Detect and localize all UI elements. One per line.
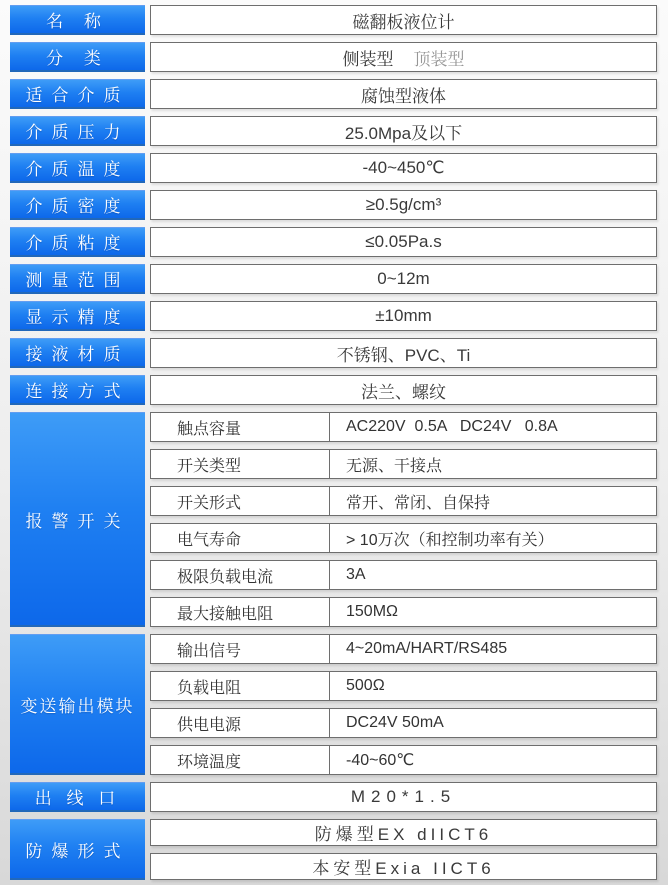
subrow-label [151,635,330,663]
subrow-intrinsically-safe-type [150,853,657,880]
value-name [150,5,657,35]
subrow-value-text: -40~60℃ [346,752,415,769]
transmitter-module-group [10,634,657,775]
value-medium-pressure [150,116,657,146]
row-medium-viscosity [10,227,657,257]
subrow-label [151,524,330,552]
value-medium-density [150,190,657,220]
transmitter-module-label [10,634,145,775]
subrow-power-supply [150,708,657,738]
subrow-value-text: AC220V 0.5A DC24V 0.8A [346,418,558,435]
subrow-switch-form [150,486,657,516]
row-display-accuracy [10,301,657,331]
label-wetted-material [10,338,145,368]
label-medium-pressure [10,116,145,146]
label-text: 防爆形式 [25,841,130,861]
subrow-output-signal [150,634,657,664]
value-display-accuracy [150,301,657,331]
explosion-proof-group [10,819,657,880]
subrow-electrical-life [150,523,657,553]
value-category [150,42,657,72]
value-cable-entry [150,782,657,812]
subrow-value-text: 150MΩ [346,603,398,620]
label-text: 测量范围 [25,271,130,290]
subrow-value-text: > 10万次（和控制功率有关） [346,531,554,549]
label-text: 连接方式 [25,382,130,401]
row-medium-pressure [10,116,657,146]
value-suitable-medium [150,79,657,109]
subrow-label [151,487,330,515]
subrow-value [330,487,656,515]
subrow-value-text: 常开、常闭、自保持 [346,494,491,512]
subrow-value-text: 防爆型EX dIICT6 [314,825,493,844]
subrow-label [151,450,330,478]
subrow-label-text: 触点容量 [177,420,242,438]
alarm-switch-rows [150,412,657,627]
label-medium-viscosity [10,227,145,257]
label-text: 接液材质 [25,345,130,364]
label-text: 介质密度 [25,197,130,216]
row-name [10,5,657,35]
value-connection-type [150,375,657,405]
subrow-value [330,561,656,589]
subrow-contact-capacity [150,412,657,442]
label-medium-temperature [10,153,145,183]
row-suitable-medium [10,79,657,109]
value-medium-viscosity [150,227,657,257]
subrow-value [330,413,656,441]
label-connection-type [10,375,145,405]
explosion-proof-rows [150,819,657,880]
subrow-limit-load-current [150,560,657,590]
value-measuring-range [150,264,657,294]
value-text: ≥0.5g/cm³ [365,195,442,214]
subrow-value [330,672,656,700]
label-cable-entry [10,782,145,812]
subrow-label [151,413,330,441]
label-suitable-medium [10,79,145,109]
subrow-value-text: DC24V 50mA [346,714,444,731]
value-text: 腐蚀型液体 [361,86,446,106]
row-wetted-material [10,338,657,368]
label-text: 出 线 口 [34,789,121,808]
subrow-label-text: 最大接触电阻 [177,605,274,623]
subrow-load-resistance [150,671,657,701]
label-text: 介质压力 [25,123,130,142]
subrow-value-text: 本安型Exia IICT6 [312,859,495,878]
subrow-ambient-temperature [150,745,657,775]
label-text: 名 称 [46,12,109,31]
label-display-accuracy [10,301,145,331]
value-text: ±10mm [375,306,432,325]
category-option-top: 顶装型 [413,49,465,69]
subrow-label-text: 负载电阻 [177,679,242,697]
label-category [10,42,145,72]
row-connection-type [10,375,657,405]
value-text: 25.0Mpa及以下 [344,123,463,143]
value-text: ≤0.05Pa.s [365,232,442,251]
label-text: 变送输出模块 [20,696,135,716]
label-text: 介质粘度 [25,234,130,253]
subrow-value-text: 4~20mA/HART/RS485 [346,640,508,657]
row-medium-temperature [10,153,657,183]
subrow-value [330,746,656,774]
label-text: 介质温度 [25,160,130,179]
value-text: -40~450℃ [362,158,445,177]
label-text: 显示精度 [25,308,130,327]
value-text: 法兰、螺纹 [361,382,446,402]
subrow-switch-type [150,449,657,479]
value-text: 磁翻板液位计 [352,12,455,32]
subrow-label [151,746,330,774]
subrow-value-text: 无源、干接点 [346,457,443,475]
subrow-label [151,709,330,737]
label-text: 适合介质 [25,86,130,105]
subrow-label-text: 输出信号 [177,642,242,660]
subrow-label-text: 电气寿命 [177,531,242,549]
label-measuring-range [10,264,145,294]
transmitter-module-rows [150,634,657,775]
label-name [10,5,145,35]
subrow-max-contact-resistance [150,597,657,627]
subrow-value-text: 3A [346,566,366,583]
subrow-flameproof-type [150,819,657,846]
label-text: 报警开关 [25,511,130,531]
row-cable-entry [10,782,657,812]
subrow-label [151,598,330,626]
alarm-switch-label [10,412,145,627]
value-text: 不锈钢、PVC、Ti [336,345,471,365]
subrow-value [330,524,656,552]
subrow-label [151,672,330,700]
subrow-value [330,635,656,663]
subrow-value [330,450,656,478]
subrow-label-text: 极限负载电流 [177,568,274,586]
row-category [10,42,657,72]
row-medium-density [10,190,657,220]
value-text: M20*1.5 [350,787,457,806]
explosion-proof-label [10,819,145,880]
subrow-label-text: 开关类型 [177,457,242,475]
row-measuring-range [10,264,657,294]
subrow-label-text: 环境温度 [177,753,242,771]
value-text: 0~12m [377,269,430,288]
subrow-label-text: 供电电源 [177,716,242,734]
subrow-label [151,561,330,589]
subrow-value-text: 500Ω [346,677,385,694]
subrow-value [330,709,656,737]
category-option-side: 侧装型 [342,49,394,69]
value-medium-temperature [150,153,657,183]
label-text: 分 类 [46,49,109,68]
alarm-switch-group [10,412,657,627]
subrow-label-text: 开关形式 [177,494,242,512]
subrow-value [330,598,656,626]
value-wetted-material [150,338,657,368]
label-medium-density [10,190,145,220]
